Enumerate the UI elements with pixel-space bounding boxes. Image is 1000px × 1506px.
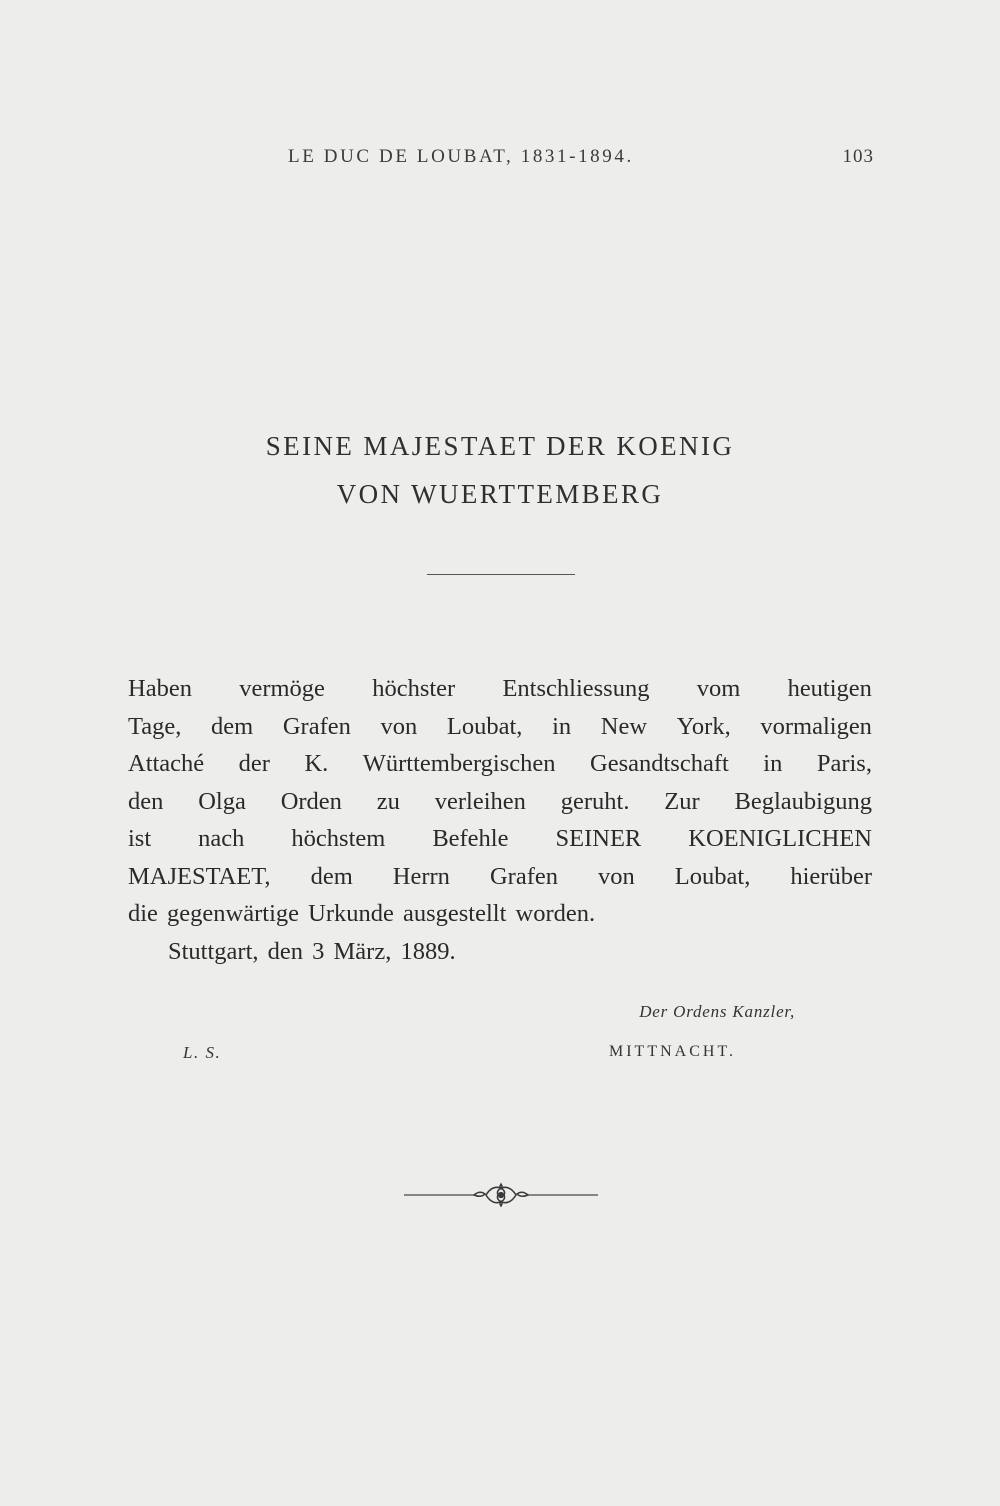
fleuron-ornament-icon bbox=[404, 1180, 598, 1210]
heading-rule bbox=[427, 574, 575, 575]
body-word: vermöge bbox=[239, 675, 325, 702]
body-word: dem bbox=[211, 712, 254, 740]
body-word: zu bbox=[376, 787, 400, 815]
dateline: Stuttgart, den 3 März, 1889. bbox=[168, 937, 456, 965]
body-word: hierüber bbox=[790, 862, 872, 890]
body-word: Gesandtschaft bbox=[590, 750, 729, 777]
body-word: Grafen bbox=[489, 862, 558, 890]
body-word: KOENIGLICHEN bbox=[688, 825, 872, 852]
body-word: Paris, bbox=[816, 750, 872, 777]
body-word: nach bbox=[198, 825, 245, 852]
body-word: Loubat, bbox=[446, 712, 523, 740]
body-word: höchster bbox=[372, 675, 456, 702]
heading-line-1: SEINE MAJESTAET DER KOENIG bbox=[265, 431, 735, 461]
body-line bbox=[128, 745, 872, 783]
body-word: Befehle bbox=[432, 825, 509, 852]
body-word: K. bbox=[304, 750, 329, 777]
body-word: in bbox=[763, 750, 783, 777]
body-word: verleihen bbox=[434, 787, 526, 815]
seal-mark: L. S. bbox=[183, 1043, 222, 1062]
body-word: den bbox=[128, 787, 164, 815]
body-word: ist bbox=[128, 825, 152, 852]
body-word: Württembergischen bbox=[362, 750, 556, 777]
body-word: von bbox=[598, 862, 635, 890]
body-word: der bbox=[238, 750, 270, 777]
running-head bbox=[0, 146, 1000, 176]
body-word: Herrn bbox=[392, 862, 450, 890]
running-title: LE DUC DE LOUBAT, 1831-1894. bbox=[288, 146, 634, 167]
body-word: dem bbox=[310, 862, 353, 890]
body-word: Haben bbox=[128, 675, 192, 702]
body-word: Tage, bbox=[128, 712, 182, 740]
body-line bbox=[128, 783, 872, 821]
body-word: SEINER bbox=[555, 825, 642, 852]
heading-line-2: VON WUERTTEMBERG bbox=[336, 479, 664, 509]
body-word: York, bbox=[676, 712, 731, 740]
signature-title: Der Ordens Kanzler, bbox=[639, 1002, 795, 1021]
body-line bbox=[128, 670, 872, 708]
body-word: geruht. bbox=[560, 787, 630, 815]
body-word: Beglaubigung bbox=[734, 787, 872, 815]
document-heading bbox=[0, 422, 1000, 518]
body-word: Attaché bbox=[128, 750, 205, 777]
body-word: in bbox=[552, 712, 572, 740]
body-word: von bbox=[380, 712, 418, 740]
body-paragraph bbox=[128, 670, 872, 970]
body-word: Loubat, bbox=[674, 862, 751, 890]
body-word: Entschliessung bbox=[502, 675, 650, 702]
body-word: heutigen bbox=[787, 675, 872, 702]
body-word: vormaligen bbox=[760, 712, 872, 740]
body-word: Zur bbox=[664, 787, 700, 815]
signature-name: MITTNACHT. bbox=[609, 1043, 737, 1060]
body-word: Orden bbox=[280, 787, 342, 815]
body-line bbox=[128, 858, 872, 896]
body-word: MAJESTAET, bbox=[128, 862, 271, 890]
page-number: 103 bbox=[842, 146, 874, 167]
body-line bbox=[128, 708, 872, 746]
body-word: New bbox=[600, 712, 648, 740]
body-word: vom bbox=[696, 675, 741, 702]
body-line: die gegenwärtige Urkunde ausgestellt worden. bbox=[128, 900, 596, 927]
body-word: Olga bbox=[198, 787, 246, 815]
body-word: höchstem bbox=[291, 825, 386, 852]
body-word: Grafen bbox=[282, 712, 351, 740]
body-line bbox=[128, 820, 872, 858]
